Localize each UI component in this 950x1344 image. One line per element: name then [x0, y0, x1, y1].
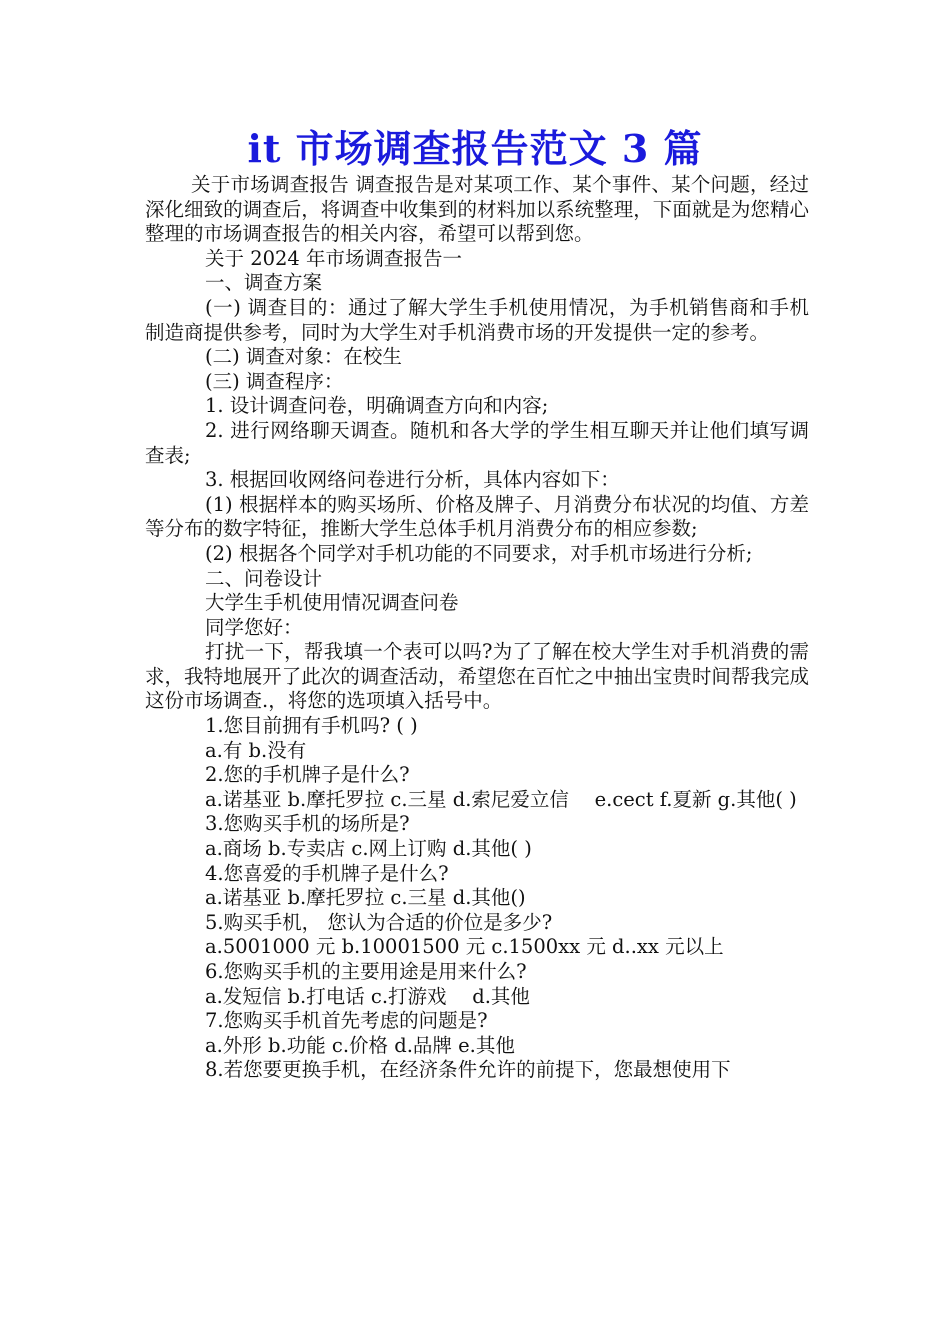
procedure-heading: (三) 调查程序：: [205, 369, 344, 393]
question-7-options: a.外形 b.功能 c.价格 d.品牌 e.其他: [205, 1033, 515, 1057]
greeting: 同学您好：: [205, 615, 303, 639]
question-6: 6.您购买手机的主要用途是用来什么?: [205, 960, 527, 983]
question-8: 8.若您要更换手机，在经济条件允许的前提下，您最想使用下: [205, 1058, 731, 1082]
question-2: 2.您的手机牌子是什么?: [205, 763, 410, 787]
document-body: [145, 173, 809, 1083]
question-3: 3.您购买手机的场所是?: [205, 812, 410, 836]
section-heading-questionnaire: 二、问卷设计: [205, 566, 323, 590]
procedure-step-2: 2. 进行网络聊天调查。随机和各大学的学生相互聊天并让他们填写调查表;: [145, 418, 809, 467]
analysis-item-1: (1) 根据样本的购买场所、价格及牌子、月消费分布状况的均值、方差等分布的数字特征，推断大学生总体手机月消费分布的相应参数;: [145, 492, 809, 541]
intro-paragraph: 关于市场调查报告 调查报告是对某项工作、某个事件、某个问题，经过深化细致的调查后，将调查中收集到的材料加以系统整理，下面就是为您精心整理的市场调查报告的相关内容，希望可以帮到您。: [145, 173, 809, 246]
question-6-options: a.发短信 b.打电话 c.打游戏 d.其他: [205, 984, 530, 1008]
procedure-step-3: 3. 根据回收网络问卷进行分析，具体内容如下：: [205, 468, 620, 492]
section-heading-plan: 一、调查方案: [205, 271, 323, 295]
document-title: it 市场调查报告范文 3 篇: [247, 126, 703, 171]
question-1-options: a.有 b.没有: [205, 738, 307, 762]
purpose-paragraph: (一) 调查目的：通过了解大学生手机使用情况，为手机销售商和手机制造商提供参考，同时为大学生对手机消费市场的开发提供一定的参考。: [145, 295, 809, 344]
subjects-paragraph: (二) 调查对象：在校生: [205, 345, 402, 369]
questionnaire-title: 大学生手机使用情况调查问卷: [205, 591, 459, 615]
question-1: 1.您目前拥有手机吗? ( ): [205, 714, 418, 738]
questionnaire-intro: 打扰一下，帮我填一个表可以吗?为了了解在校大学生对手机消费的需求，我特地展开了此次的调查活动，希望您在百忙之中抽出宝贵时间帮我完成这份市场调查.，将您的选项填入括号中。: [145, 640, 809, 713]
question-2-options: a.诺基亚 b.摩托罗拉 c.三星 d.索尼爱立信 e.cect f.夏新 g.其他( ): [205, 787, 797, 811]
procedure-step-1: 1. 设计调查问卷，明确调查方向和内容;: [205, 394, 549, 418]
question-5: 5.购买手机， 您认为合适的价位是多少?: [205, 910, 553, 934]
analysis-item-2: (2) 根据各个同学对手机功能的不同要求，对手机市场进行分析;: [205, 541, 753, 565]
question-5-options: a.5001000 元 b.10001500 元 c.1500xx 元 d..xx 元以上: [205, 935, 724, 959]
question-3-options: a.商场 b.专卖店 c.网上订购 d.其他( ): [205, 837, 532, 861]
report-heading: 关于 2024 年市场调查报告一: [205, 246, 463, 270]
question-7: 7.您购买手机首先考虑的问题是?: [205, 1009, 488, 1033]
question-4: 4.您喜爱的手机牌子是什么?: [205, 861, 449, 885]
question-4-options: a.诺基亚 b.摩托罗拉 c.三星 d.其他(): [205, 886, 526, 910]
